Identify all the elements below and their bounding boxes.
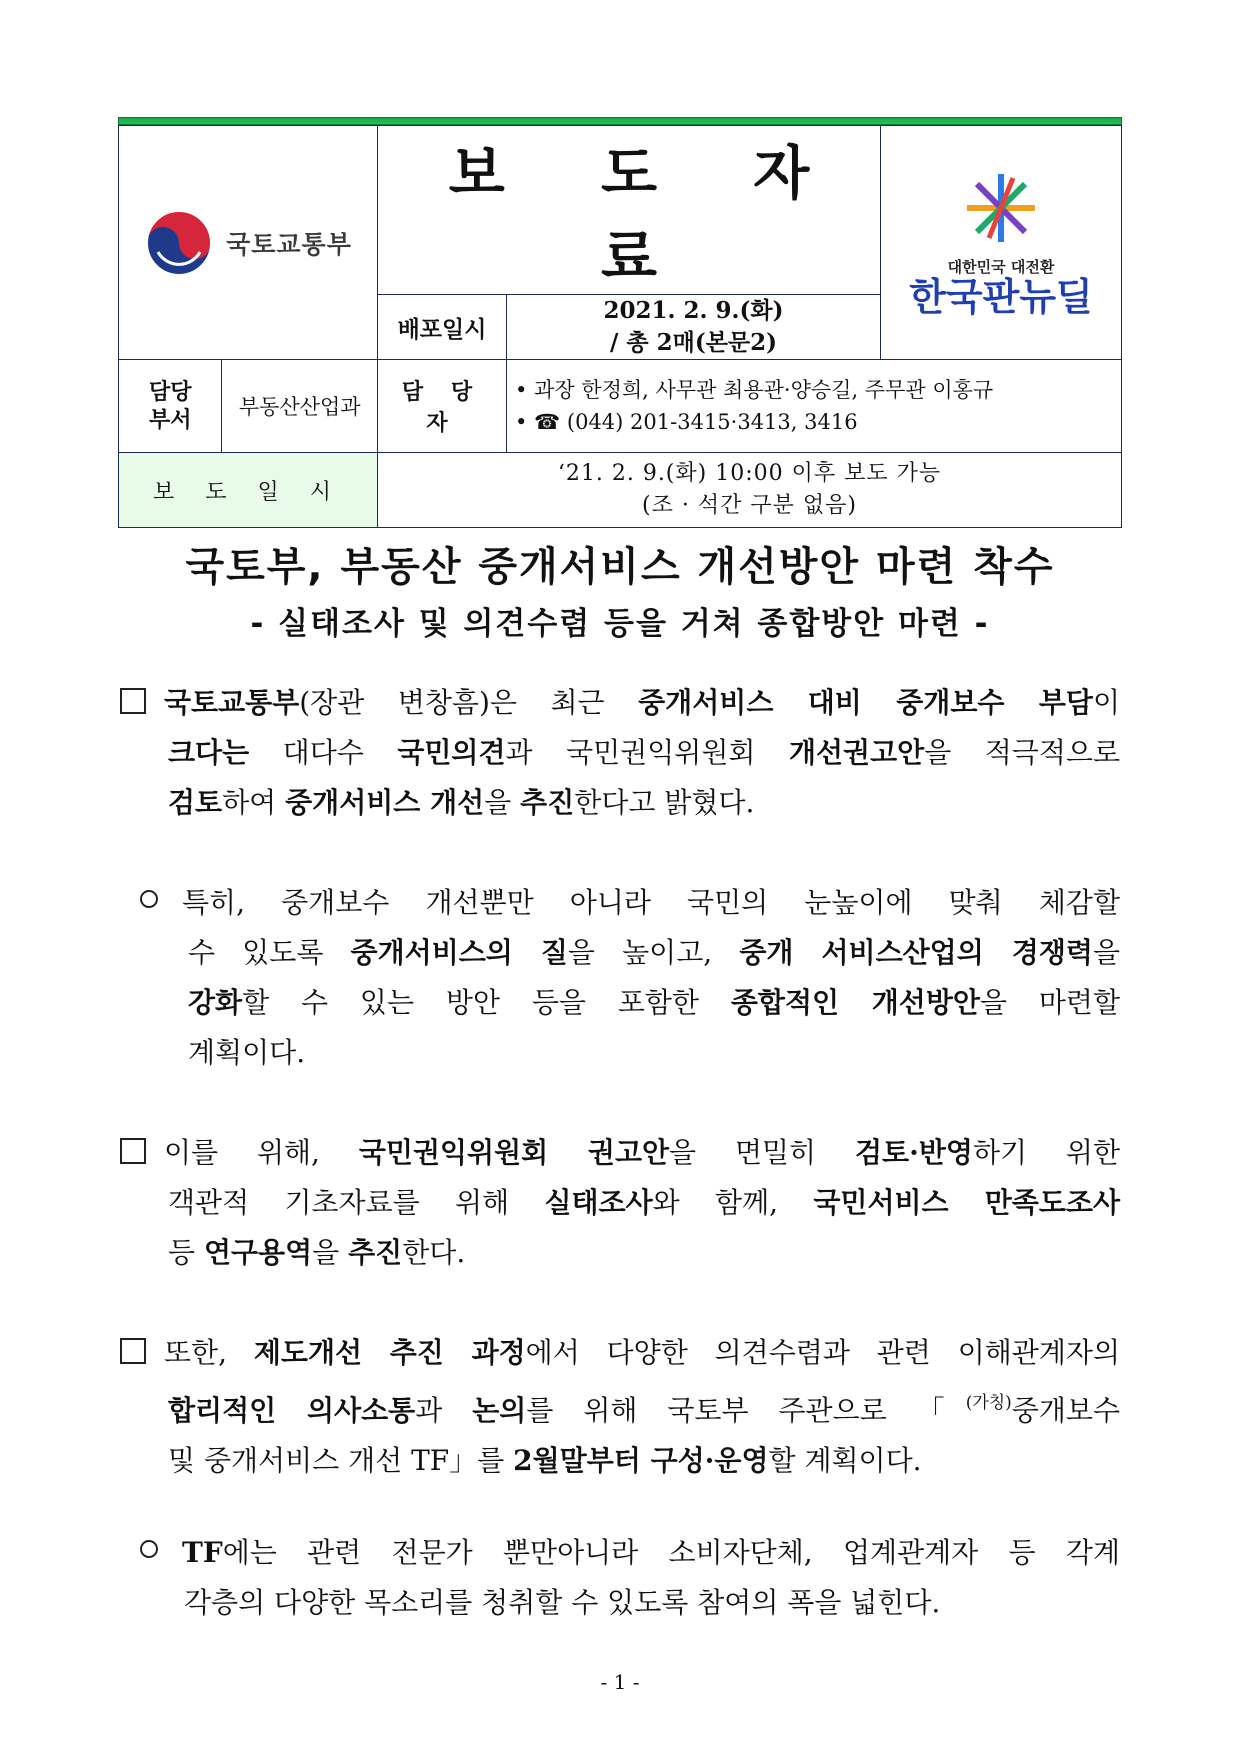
paragraph-1-line: 크다는 대다수 국민의견과 국민권익위원회 개선권고안을 적극적으로: [168, 736, 1120, 769]
page-number: - 1 -: [600, 1670, 640, 1694]
newdeal-logo-cell: [881, 126, 1122, 360]
distribution-label: 배포일시: [378, 295, 507, 360]
page-count: / 총 2매(본문2): [609, 329, 778, 356]
circle-bullet-icon: [140, 1540, 158, 1558]
dept-label: [119, 360, 222, 453]
paragraph-3: [120, 1128, 1120, 1278]
paragraph-2-line: 특히, 중개보수 개선뿐만 아니라 국민의 눈높이에 맞춰 체감할: [140, 878, 1120, 928]
paragraph-1-line: 검토하여 중개서비스 개선을 추진한다고 밝혔다.: [168, 786, 755, 819]
newdeal-subtitle: 대한민국 대전환: [947, 258, 1055, 276]
paragraph-5-line: 각층의 다양한 목소리를 청취할 수 있도록 참여의 폭을 넓힌다.: [184, 1586, 941, 1619]
square-bullet-icon: [120, 1138, 146, 1164]
article-subtitle: - 실태조사 및 의견수렴 등을 거쳐 종합방안 마련 -: [250, 606, 990, 642]
paragraph-3-line: 등 연구용역을 추진한다.: [168, 1236, 466, 1269]
newdeal-title: 한국판뉴딜: [909, 275, 1093, 319]
paragraph-4-line: 및 중개서비스 개선 TF」를 2월말부터 구성·운영할 계획이다.: [168, 1444, 922, 1477]
release-time: ‘21. 2. 9.(화) 10:00 이후 보도 가능: [557, 461, 942, 486]
header-accent-bar: [118, 117, 1122, 125]
release-label: 보 도 일 시: [119, 453, 378, 528]
square-bullet-icon: [120, 1338, 146, 1364]
manager-label: 담 당 자: [378, 360, 507, 453]
paragraph-2: [140, 878, 1120, 1078]
manager-value: [507, 360, 1122, 453]
dept-value: 부동산산업과: [222, 360, 378, 453]
square-bullet-icon: [120, 688, 146, 714]
article-title: 국토부, 부동산 중개서비스 개선방안 마련 착수: [185, 544, 1055, 590]
paragraph-4: [120, 1328, 1120, 1486]
paragraph-2-line: 계획이다.: [188, 1036, 306, 1069]
paragraph-3-line: 객관적 기초자료를 위해 실태조사와 함께, 국민서비스 만족도조사: [168, 1186, 1120, 1219]
distribution-date: 2021. 2. 9.(화): [603, 297, 784, 324]
release-note: (조 · 석간 구분 없음): [642, 493, 857, 518]
manager-phone: • ☎ (044) 201-3415·3413, 3416: [515, 410, 858, 434]
dept-label-line1: 담당: [148, 379, 192, 405]
dept-label-line2: 부서: [148, 407, 192, 433]
paragraph-1: [120, 678, 1120, 828]
paragraph-5-line: TF에는 관련 전문가 뿐만아니라 소비자단체, 업계관계자 등 각계: [140, 1528, 1120, 1578]
paragraph-1-line: 국토교통부(장관 변창흠)은 최근 중개서비스 대비 중개보수 부담이: [120, 678, 1120, 728]
paragraph-5: [140, 1528, 1120, 1628]
paragraph-4-line: 또한, 제도개선 추진 과정에서 다양한 의견수렴과 관련 이해관계자의: [120, 1328, 1120, 1378]
ministry-name: 국토교통부: [226, 229, 352, 259]
paragraph-2-line: 강화할 수 있는 방안 등을 포함한 종합적인 개선방안을 마련할: [188, 986, 1121, 1019]
header-table: [118, 125, 1122, 528]
paragraph-3-line: 이를 위해, 국민권익위원회 권고안을 면밀히 검토·반영하기 위한: [120, 1128, 1120, 1178]
ministry-logo-cell: [119, 126, 378, 360]
distribution-value: [507, 295, 881, 360]
manager-names: • 과장 한정희, 사무관 최용관·양승길, 주무관 이홍규: [515, 378, 994, 402]
paragraph-2-line: 수 있도록 중개서비스의 질을 높이고, 중개 서비스산업의 경쟁력을: [188, 936, 1120, 969]
release-value: [378, 453, 1122, 528]
doc-type-title: 보 도 자 료: [378, 126, 881, 295]
newdeal-star-icon: [961, 168, 1041, 248]
paragraph-4-line: 합리적인 의사소통과 논의를 위해 국토부 주관으로 「$^{(가칭)}$중개보수: [168, 1393, 1120, 1427]
taegeuk-emblem-icon: [144, 208, 214, 278]
press-release-header: [118, 117, 1122, 518]
circle-bullet-icon: [140, 890, 158, 908]
